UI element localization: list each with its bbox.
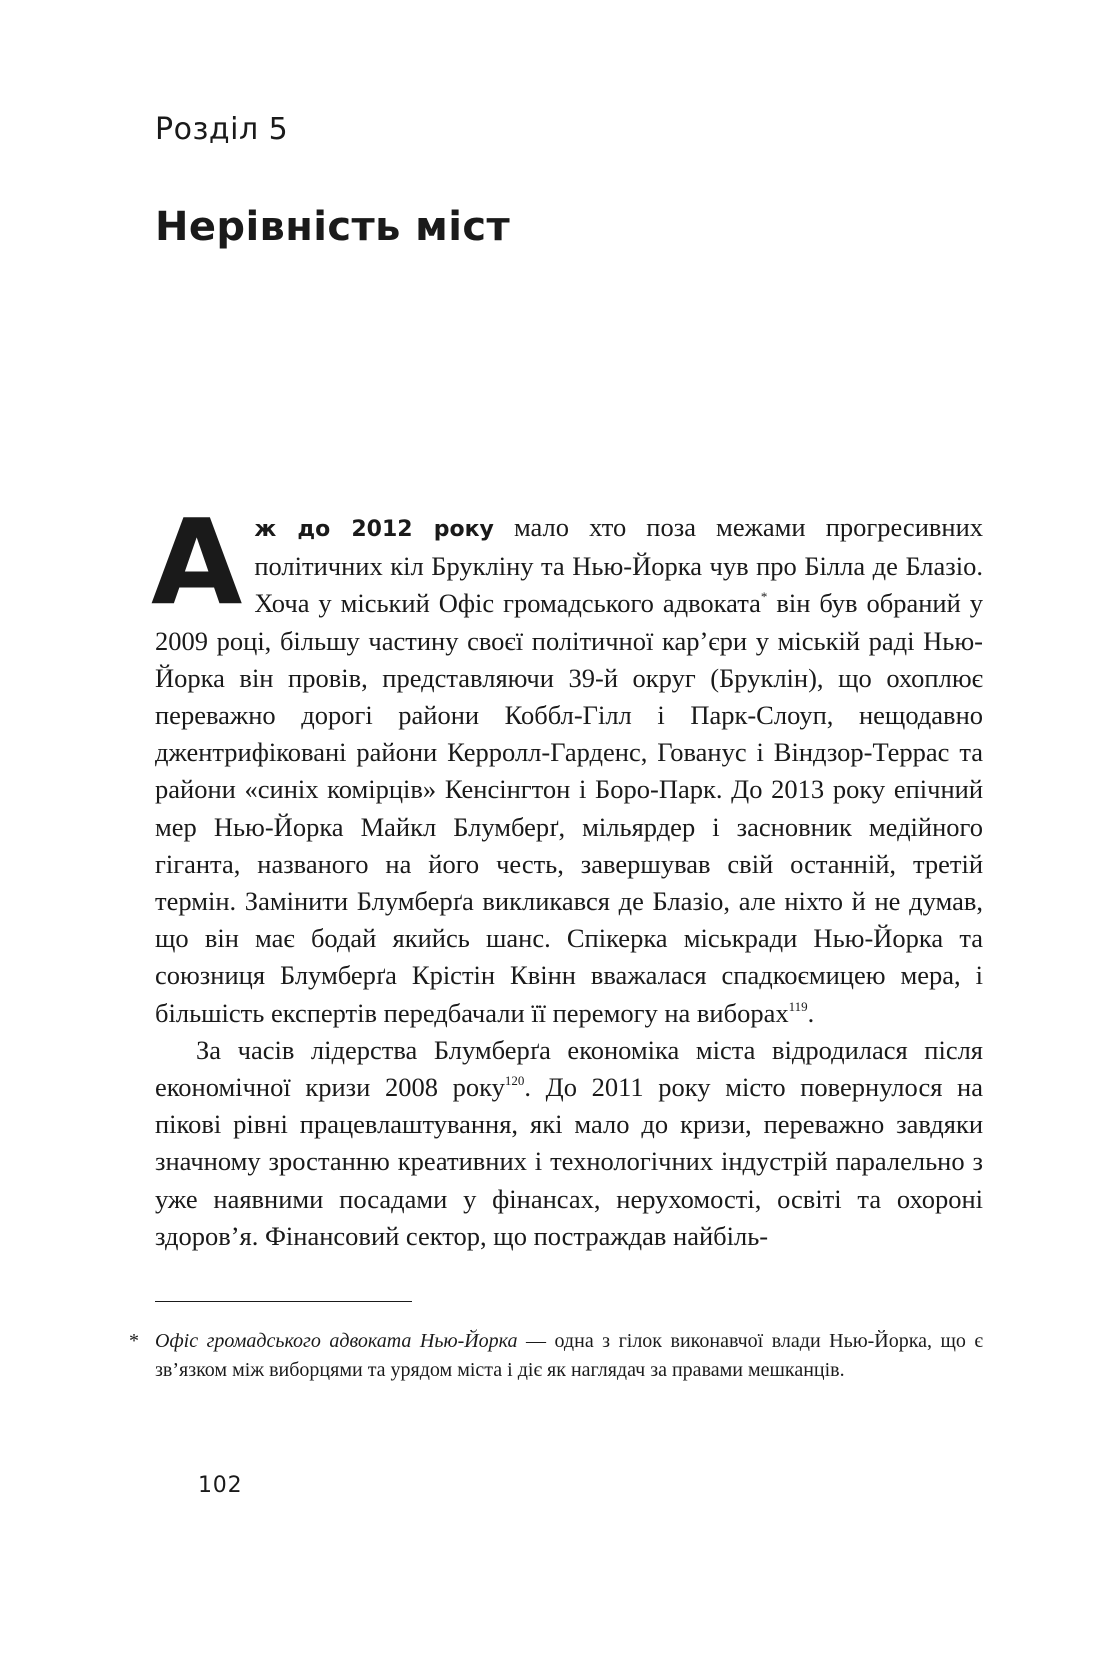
footnote-term: Офіс громадського адвоката Нью-Йорка	[155, 1330, 518, 1352]
paragraph-1	[151, 493, 983, 1032]
chapter-title: Нерівність міст	[155, 204, 511, 250]
paragraph-1-text-a: мало хто поза межами прогресивних політичних кіл Брукліну та Нью-Йорка чув про Білла де Блазіо. Хоча у міський Офіс громадського адвоката	[254, 512, 983, 619]
footnote-marker: *	[129, 1330, 139, 1352]
paragraph-2-text-a: За часів лідерства Блумберґа економіка міста відродилася після економічної кризи 2008 року	[155, 1034, 983, 1103]
drop-cap: А	[151, 493, 243, 631]
footnote-divider	[155, 1301, 412, 1302]
footnote-mark: *	[760, 589, 768, 605]
page-number: 102	[198, 1473, 243, 1498]
paragraph-2	[155, 1032, 983, 1255]
paragraph-2-text-b: . До 2011 року місто повернулося на пікові рівні працевлаштування, які мало до кризи, переважно завдяки значному зростанню креативних і технологічних індустрій паралельно з уже наявними посадами у фінансах, нерухомості, освіті та охороні здоров’я. Фінансовий сектор, що постраждав найбіль-	[155, 1072, 983, 1251]
paragraph-1-end: .	[807, 997, 815, 1028]
endnote-ref-120: 120	[504, 1073, 525, 1089]
lead-in-bold: ж до 2012 року	[254, 517, 494, 542]
body-text	[151, 493, 983, 1255]
footnote	[129, 1327, 983, 1385]
paragraph-1-text-b: він був обраний у 2009 році, більшу частину своєї політичної кар’єри у міській раді Нью-Йорка він провів, представляючи 39-й округ (Бруклін), що охоплює переважно дорогі райони Коббл-Гілл і Парк-Слоуп, нещодавно джентрифіковані райони Керролл-Гарденс, Гованус і Віндзор-Террас та райони «синіх комірців» Кенсінгтон і Боро-Парк. До 2013 року епічний мер Нью-Йорка Майкл Блумберґ, мільярдер і засновник медійного гіганта, названого на його честь, завершував свій останній, третій термін. Замінити Блумберґа викликався де Блазіо, але ніхто й не думав, що він має бодай якийсь шанс. Спікерка міськради Нью-Йорка та союзниця Блумберґа Крістін Квінн вважалася спадкоємицею мера, і більшість експертів передбачали її перемогу на виборах	[155, 588, 983, 1028]
footnote-text: — одна з гілок виконавчої влади Нью-Йорка, що є зв’язком між виборцями та урядом міста і діє як наглядач за правами мешканців.	[155, 1330, 983, 1381]
chapter-label: Розділ 5	[155, 112, 289, 147]
endnote-ref-119: 119	[788, 998, 808, 1014]
